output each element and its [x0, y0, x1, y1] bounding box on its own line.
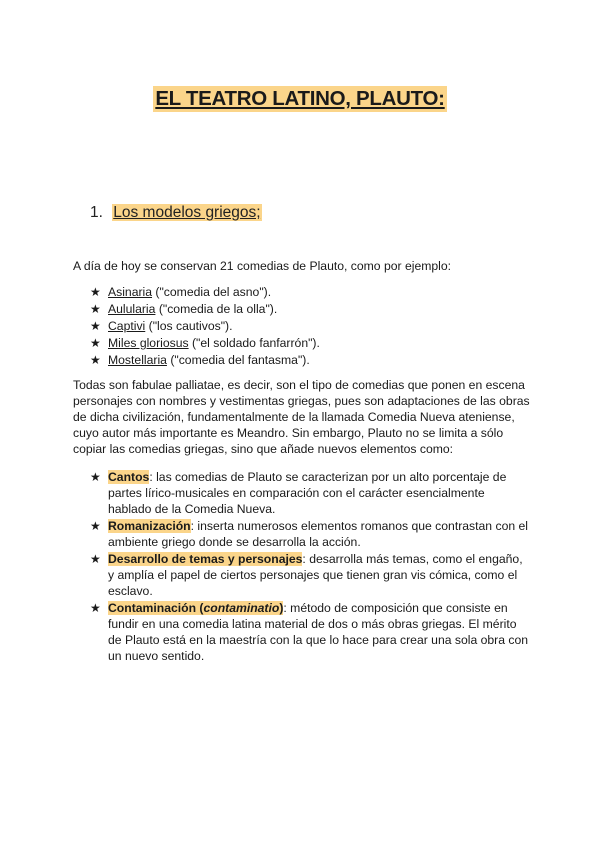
star-bullet-icon: ★	[90, 353, 101, 367]
page-title: EL TEATRO LATINO, PLAUTO:	[155, 87, 445, 110]
work-description: ("el soldado fanfarrón").	[188, 336, 320, 350]
work-description: ("comedia del fantasma").	[166, 353, 310, 367]
list-item	[90, 551, 530, 599]
star-bullet-icon: ★	[90, 319, 101, 333]
list-item	[90, 335, 530, 351]
feature-text: : inserta numerosos elementos romanos que contrastan con el ambiente griego donde se desarrolla la acción.	[108, 519, 528, 549]
work-description: ("los cautivos").	[145, 319, 233, 333]
feature-term-start: Contaminación (	[108, 601, 204, 615]
list-item	[90, 301, 530, 317]
star-bullet-icon: ★	[90, 552, 101, 566]
section-number: 1.	[90, 204, 103, 221]
work-description: ("comedia de la olla").	[155, 302, 278, 316]
list-item	[90, 469, 530, 517]
star-bullet-icon: ★	[90, 336, 101, 350]
feature-text: : método de composición que consiste en fundir en una comedia latina material de dos o más obras griegas. El mérito de Plauto está en la maestría con la que lo hace para crear una sola obra con un nuevo sentido.	[108, 601, 529, 663]
work-title: Aulularia	[108, 302, 156, 316]
list-item	[90, 518, 530, 550]
title-wrap	[0, 86, 600, 112]
work-description: ("comedia del asno").	[152, 285, 272, 299]
star-bullet-icon: ★	[90, 519, 101, 533]
work-title: Mostellaria	[108, 353, 167, 367]
star-bullet-icon: ★	[90, 601, 101, 615]
intro-text: A día de hoy se conservan 21 comedias de Plauto, como por ejemplo:	[73, 259, 452, 273]
list-item	[90, 318, 530, 334]
feature-term-italic: contaminatio	[203, 601, 280, 615]
section-heading	[90, 204, 262, 222]
feature-term-end: )	[279, 601, 284, 615]
features-list	[90, 469, 530, 665]
feature-term: Cantos	[108, 470, 150, 484]
work-title: Miles gloriosus	[108, 336, 189, 350]
list-item	[90, 284, 530, 300]
feature-text: : desarrolla más temas, como el engaño, y amplía el papel de ciertos personajes que tienen gran vis cómica, como el esclavo.	[108, 552, 523, 598]
star-bullet-icon: ★	[90, 285, 101, 299]
list-item	[90, 600, 530, 664]
work-title: Captivi	[108, 319, 146, 333]
works-list	[90, 284, 530, 369]
star-bullet-icon: ★	[90, 470, 101, 484]
feature-term: Desarrollo de temas y personajes	[108, 552, 303, 566]
feature-term: Romanización	[108, 519, 191, 533]
body-paragraph: Todas son fabulae palliatae, es decir, son el tipo de comedias que ponen en escena personajes con nombres y vestimentas griegas, pues son adaptaciones de las obras de dicha civilización, fundamentalmente de la llamada Comedia Nueva ateniense, cuyo autor más importante es Meandro. Sin embargo, Plauto no se limita a sólo copiar las comedias griegas, sino que añade nuevos elementos como:	[73, 378, 530, 456]
list-item	[90, 352, 530, 368]
feature-term	[108, 601, 283, 615]
work-title: Asinaria	[108, 285, 153, 299]
feature-text: : las comedias de Plauto se caracterizan por un alto porcentaje de partes lírico-musicales en comparación con el carácter esencialmente hablado de la Comedia Nueva.	[108, 470, 507, 516]
star-bullet-icon: ★	[90, 302, 101, 316]
section-label: Los modelos griegos;	[113, 204, 261, 221]
